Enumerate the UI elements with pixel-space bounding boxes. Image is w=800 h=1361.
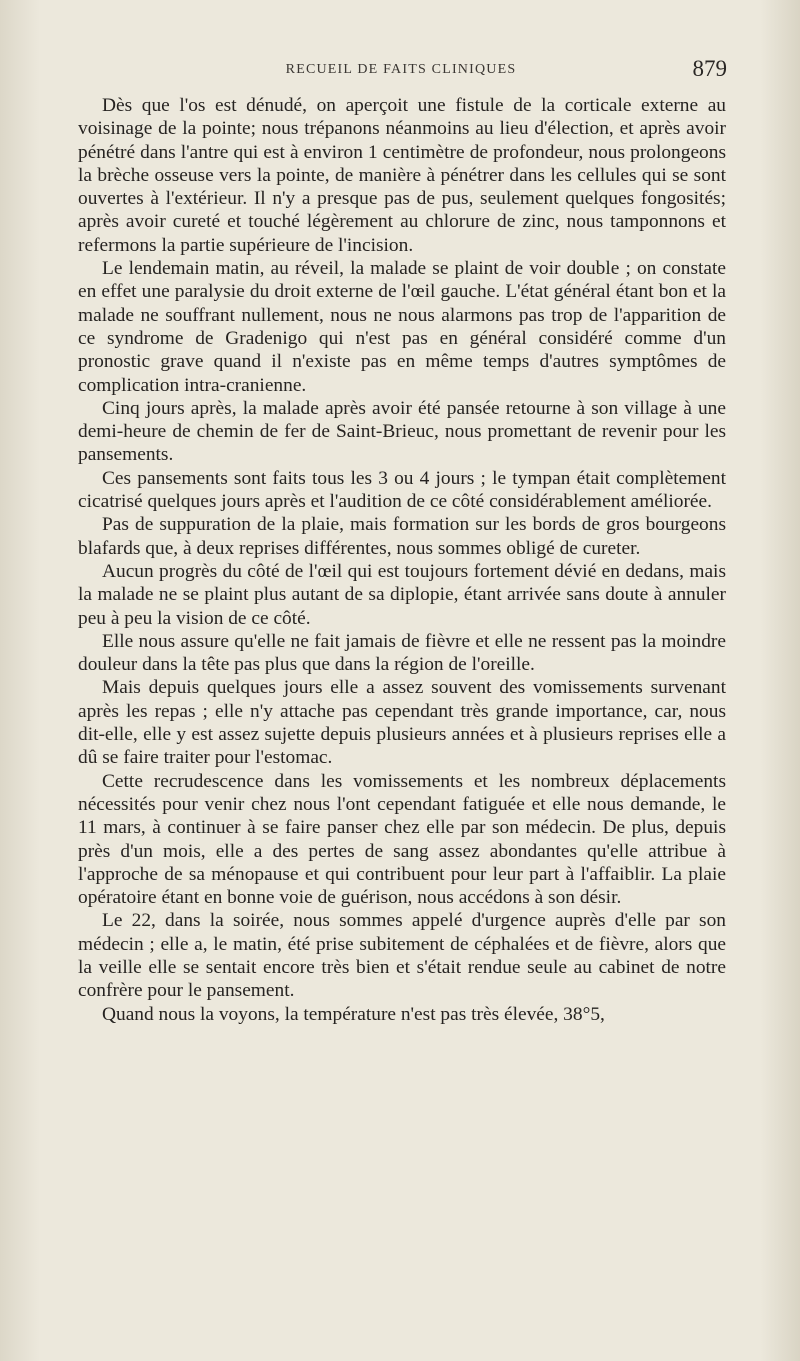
- paragraph: Ces pansements sont faits tous les 3 ou 4 jours ; le tympan était complètement cicatrisé quelques jours après et l'audition de ce côté considérablement améliorée.: [78, 467, 726, 513]
- paragraph: Dès que l'os est dénudé, on aperçoit une fistule de la corticale externe au voisinage de la pointe; nous trépanons néanmoins au lieu d'élection, et après avoir pénétré dans l'antre qui est à environ 1 centimètre de profondeur, nous prolongeons la brèche osseuse vers la pointe, de manière à pénétrer dans les cellules qui se sont ouvertes à l'extérieur. Il n'y a presque pas de pus, seulement quelques fongosités; après avoir cureté et touché légèrement au chlorure de zinc, nous tamponnons et refermons la partie supérieure de l'incision.: [78, 95, 726, 256]
- paragraph: Aucun progrès du côté de l'œil qui est toujours fortement dévié en dedans, mais la malade ne se plaint plus autant de sa diplopie, étant arrivée sans doute à annuler peu à peu la vision de ce côté.: [78, 560, 726, 629]
- body-text: [78, 94, 726, 1026]
- paragraph: Le lendemain matin, au réveil, la malade se plaint de voir double ; on constate en effet une paralysie du droit externe de l'œil gauche. L'état général étant bon et la malade ne souffrant nullement, nous ne nous alarmons pas trop de l'apparition de ce syndrome de Gradenigo qui n'est pas en général considéré comme d'un pronostic grave quand il n'existe pas en même temps d'autres symptômes de complication intra-cranienne.: [78, 258, 726, 396]
- paragraph: Elle nous assure qu'elle ne fait jamais de fièvre et elle ne ressent pas la moindre douleur dans la tête pas plus que dans la région de l'oreille.: [78, 630, 726, 676]
- paragraph: Cette recrudescence dans les vomissements et les nombreux déplacements nécessités pour venir chez nous l'ont cependant fatiguée et elle nous demande, le 11 mars, à continuer à se faire panser chez elle par son médecin. De plus, depuis près d'un mois, elle a des pertes de sang assez abondantes qu'elle attribue à l'approche de sa ménopause et qui contribuent pour leur part à l'affaiblir. La plaie opératoire étant en bonne voie de guérison, nous accédons à son désir.: [78, 770, 726, 909]
- running-header: [75, 56, 727, 86]
- paragraph: Pas de suppuration de la plaie, mais formation sur les bords de gros bourgeons blafards que, à deux reprises différentes, nous sommes obligé de cureter.: [78, 514, 726, 559]
- paragraph: Le 22, dans la soirée, nous sommes appelé d'urgence auprès d'elle par son médecin ; elle a, le matin, été prise subitement de céphalées et de fièvre, alors que la veille elle se sentait encore très bien et s'était rendue seule au cabinet de notre confrère pour le pansement.: [78, 910, 726, 1002]
- paragraph: Quand nous la voyons, la température n'est pas très élevée, 38°5,: [102, 1003, 605, 1025]
- paragraph: Mais depuis quelques jours elle a assez souvent des vomissements survenant après les repas ; elle n'y attache pas cependant très grande importance, car, nous dit-elle, elle y est assez sujette depuis plusieurs années et à plusieurs reprises elle a dû se faire traiter pour l'estomac.: [78, 677, 726, 769]
- page-number: 879: [692, 56, 727, 81]
- running-title: RECUEIL DE FAITS CLINIQUES: [285, 62, 517, 77]
- paragraph: Cinq jours après, la malade après avoir été pansée retourne à son village à une demi-heure de chemin de fer de Saint-Brieuc, nous promettant de revenir pour les pansements.: [78, 397, 726, 466]
